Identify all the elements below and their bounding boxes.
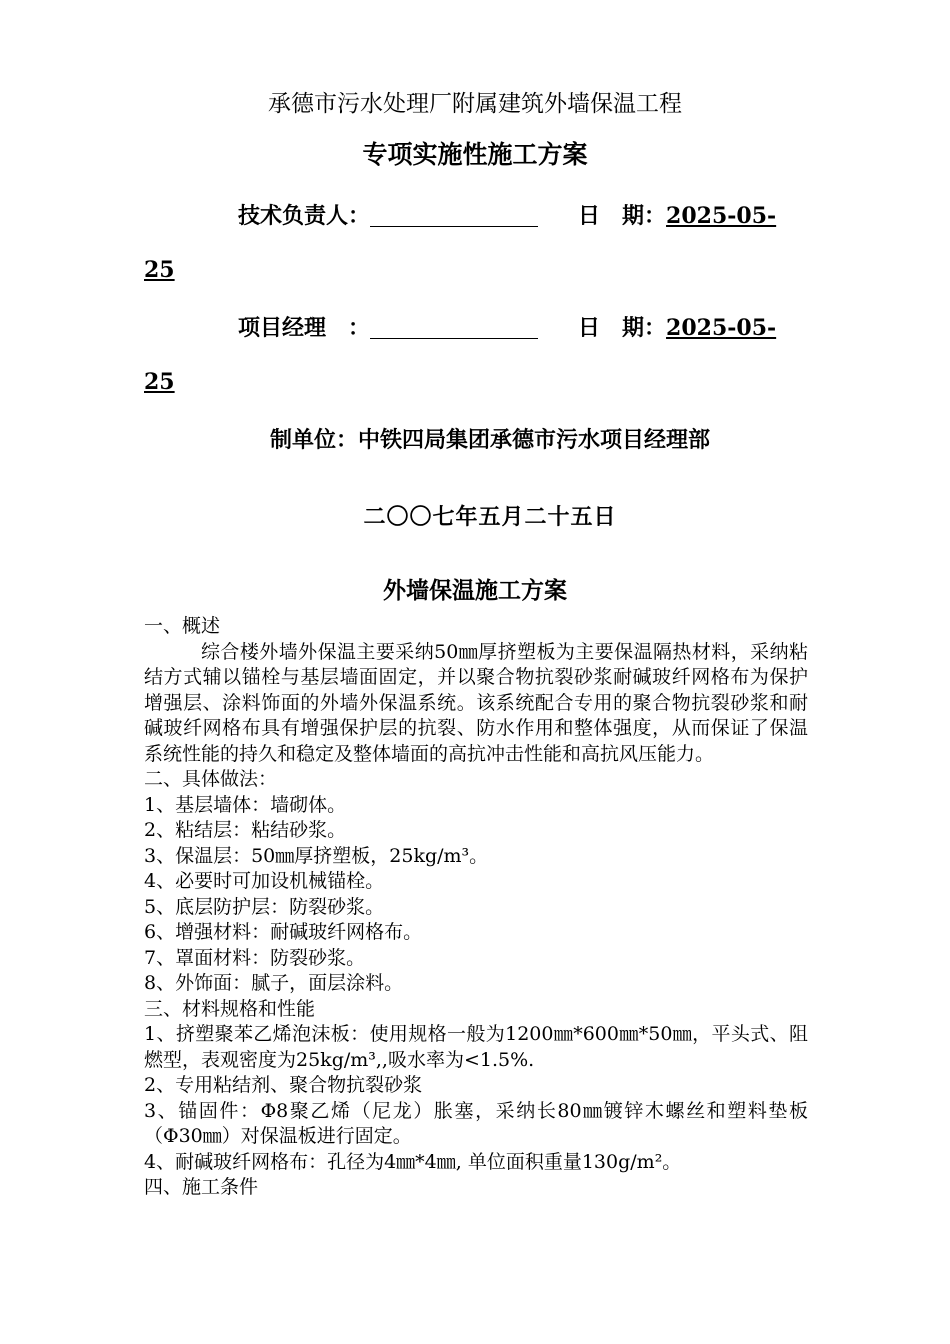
list-item: 4、耐碱玻纤网格布：孔径为4㎜*4㎜, 单位面积重量130g/m²。 (144, 1150, 682, 1173)
document-date: 二〇〇七年五月二十五日 (363, 504, 617, 530)
list-item: 6、增强材料：耐碱玻纤网格布。 (144, 921, 423, 943)
body-text (144, 614, 808, 1201)
list-item: 5、底层防护层：防裂砂浆。 (144, 895, 385, 918)
list-item: 7、罩面材料：防裂砂浆。 (144, 946, 366, 969)
pm-date-label: 日 期： (578, 315, 667, 341)
plan-title: 专项实施性施工方案 (362, 140, 588, 169)
pm-date-part2: 25 (144, 369, 175, 395)
s3-heading: 三、材料规格和性能 (144, 997, 316, 1020)
list-item: 3、保温层：50㎜厚挤塑板，25kg/m³。 (144, 844, 489, 867)
tech-lead-date-part2: 25 (144, 257, 175, 283)
pm-signature-blank (370, 312, 538, 339)
list-item: 8、外饰面：腻子，面层涂料。 (144, 972, 404, 994)
organization: 制单位：中铁四局集团承德市污水项目经理部 (269, 427, 710, 453)
tech-lead-label: 技术负责人： (238, 203, 371, 229)
tech-lead-signature-blank (370, 200, 538, 227)
s2-heading: 二、具体做法： (144, 768, 278, 790)
list-item: 4、必要时可加设机械锚栓。 (144, 870, 385, 892)
pm-label: 项目经理 ： (238, 315, 371, 341)
list-item: 3、锚固件：Φ8聚乙烯（尼龙）胀塞，采纳长80㎜镀锌木螺丝和塑料垫板（Φ30㎜）对保温板进行固定。 (144, 1099, 808, 1147)
tech-lead-signature-row (144, 189, 824, 297)
project-title: 承德市污水处理厂附属建筑外墙保温工程 (268, 91, 682, 117)
list-item: 1、挤塑聚苯乙烯泡沫板：使用规格一般为1200㎜*600㎜*50㎜，平头式、阻燃型，表观密度为25kg/m³,,吸水率为<1.5%. (144, 1023, 808, 1071)
pm-signature-row (144, 301, 824, 409)
s1-heading: 一、概述 (144, 615, 221, 637)
s1-paragraph: 综合楼外墙外保温主要采纳50㎜厚挤塑板为主要保温隔热材料，采纳粘结方式辅以锚栓与基层墙面固定，并以聚合物抗裂砂浆耐碱玻纤网格布为保护增强层、涂料饰面的外墙外保温系统。该系统配合专用的聚合物抗裂砂浆和耐碱玻纤网格布具有增强保护层的抗裂、防水作用和整体强度，从而保证了保温系统性能的持久和稳定及整体墙面的高抗冲击性能和高抗风压能力。 (144, 640, 808, 765)
list-item: 2、粘结层：粘结砂浆。 (144, 819, 347, 841)
list-item: 2、专用粘结剂、聚合物抗裂砂浆 (144, 1074, 423, 1096)
s4-heading: 四、施工条件 (144, 1176, 259, 1198)
list-item: 1、基层墙体：墙砌体。 (144, 793, 347, 816)
tech-lead-date-part1: 2025-05- (666, 203, 777, 229)
tech-lead-date-label: 日 期： (578, 203, 667, 229)
pm-date-part1: 2025-05- (666, 315, 777, 341)
section-title: 外墙保温施工方案 (383, 577, 567, 604)
